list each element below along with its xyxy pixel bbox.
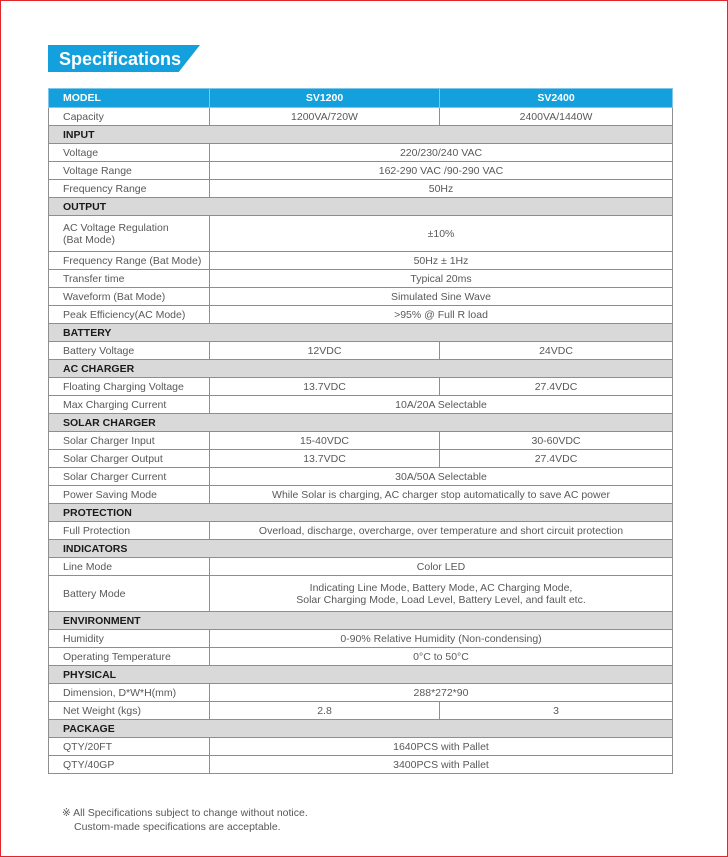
table-row [49, 432, 673, 450]
spec-label: Full Protection [49, 522, 210, 540]
table-row [49, 648, 673, 666]
section-header-row [49, 666, 673, 684]
footnote [62, 806, 662, 834]
spec-value-shared: 3400PCS with Pallet [210, 756, 673, 774]
spec-label: Floating Charging Voltage [49, 378, 210, 396]
spec-label: Frequency Range [49, 180, 210, 198]
spec-label: Solar Charger Output [49, 450, 210, 468]
spec-value-shared: 50Hz [210, 180, 673, 198]
spec-label: Transfer time [49, 270, 210, 288]
section-title: PACKAGE [49, 720, 673, 738]
section-header-row [49, 540, 673, 558]
spec-value-shared: >95% @ Full R load [210, 306, 673, 324]
spec-value-sv2400: 3 [440, 702, 673, 720]
section-title: SOLAR CHARGER [49, 414, 673, 432]
header-cell-model: MODEL [49, 89, 210, 108]
spec-label: Frequency Range (Bat Mode) [49, 252, 210, 270]
footnote-line-2: Custom-made specifications are acceptable. [74, 821, 281, 833]
spec-value-sv1200: 2.8 [210, 702, 440, 720]
spec-label: Voltage [49, 144, 210, 162]
section-header-row [49, 504, 673, 522]
table-row [49, 162, 673, 180]
table-row [49, 684, 673, 702]
section-header-row [49, 720, 673, 738]
spec-value-sv2400: 27.4VDC [440, 378, 673, 396]
spec-value-shared: 288*272*90 [210, 684, 673, 702]
spec-label: Line Mode [49, 558, 210, 576]
spec-value-sv1200: 15-40VDC [210, 432, 440, 450]
spec-value-shared: 10A/20A Selectable [210, 396, 673, 414]
table-header-row [49, 89, 673, 108]
spec-value-shared: Overload, discharge, overcharge, over temperature and short circuit protection [210, 522, 673, 540]
table-row [49, 378, 673, 396]
spec-label: Solar Charger Current [49, 468, 210, 486]
spec-label: Battery Voltage [49, 342, 210, 360]
section-title: AC CHARGER [49, 360, 673, 378]
spec-value-sv1200: 12VDC [210, 342, 440, 360]
table-row [49, 180, 673, 198]
section-header-row [49, 414, 673, 432]
spec-value-shared: 220/230/240 VAC [210, 144, 673, 162]
table-row [49, 450, 673, 468]
spec-value-sv2400: 2400VA/1440W [440, 108, 673, 126]
spec-label: Humidity [49, 630, 210, 648]
table-row [49, 522, 673, 540]
spec-value-sv2400: 30-60VDC [440, 432, 673, 450]
spec-label: Waveform (Bat Mode) [49, 288, 210, 306]
spec-value-shared: ±10% [210, 216, 673, 252]
table-row [49, 252, 673, 270]
section-header-row [49, 198, 673, 216]
spec-label: Solar Charger Input [49, 432, 210, 450]
spec-label: Capacity [49, 108, 210, 126]
section-title: INPUT [49, 126, 673, 144]
section-header-row [49, 126, 673, 144]
spec-value-shared: 0-90% Relative Humidity (Non-condensing) [210, 630, 673, 648]
spec-value-shared: Color LED [210, 558, 673, 576]
table-row [49, 216, 673, 252]
spec-label: Operating Temperature [49, 648, 210, 666]
table-row [49, 396, 673, 414]
table-row [49, 738, 673, 756]
table-row [49, 558, 673, 576]
spec-value-shared: While Solar is charging, AC charger stop automatically to save AC power [210, 486, 673, 504]
footnote-line-1: ※ All Specifications subject to change without notice. [62, 807, 308, 819]
table-row [49, 756, 673, 774]
table-row [49, 576, 673, 612]
spec-value-sv2400: 24VDC [440, 342, 673, 360]
spec-label: QTY/20FT [49, 738, 210, 756]
spec-label: Battery Mode [49, 576, 210, 612]
spec-value-sv1200: 13.7VDC [210, 378, 440, 396]
table-row [49, 468, 673, 486]
spec-value-shared: 30A/50A Selectable [210, 468, 673, 486]
spec-label: Peak Efficiency(AC Mode) [49, 306, 210, 324]
spec-value-sv2400: 27.4VDC [440, 450, 673, 468]
section-header-row [49, 360, 673, 378]
spec-value-shared: 50Hz ± 1Hz [210, 252, 673, 270]
spec-value-shared: 0°C to 50°C [210, 648, 673, 666]
table-row [49, 342, 673, 360]
spec-value-sv1200: 1200VA/720W [210, 108, 440, 126]
section-title: ENVIRONMENT [49, 612, 673, 630]
spec-value-shared: 162-290 VAC /90-290 VAC [210, 162, 673, 180]
table-row [49, 486, 673, 504]
header-cell-sv1200: SV1200 [210, 89, 440, 108]
table-row [49, 702, 673, 720]
spec-value-shared: 1640PCS with Pallet [210, 738, 673, 756]
spec-label: Power Saving Mode [49, 486, 210, 504]
section-title: PROTECTION [49, 504, 673, 522]
spec-label: Net Weight (kgs) [49, 702, 210, 720]
header-cell-sv2400: SV2400 [440, 89, 673, 108]
spec-value-shared: Simulated Sine Wave [210, 288, 673, 306]
table-row [49, 306, 673, 324]
section-title: BATTERY [49, 324, 673, 342]
table-row [49, 108, 673, 126]
section-title: INDICATORS [49, 540, 673, 558]
spec-label: QTY/40GP [49, 756, 210, 774]
table-row [49, 288, 673, 306]
spec-table [48, 88, 673, 774]
table-row [49, 270, 673, 288]
spec-label: Voltage Range [49, 162, 210, 180]
spec-value-shared: Indicating Line Mode, Battery Mode, AC Charging Mode, Solar Charging Mode, Load Level, Battery Level, and fault etc. [210, 576, 673, 612]
spec-label: Dimension, D*W*H(mm) [49, 684, 210, 702]
table-row [49, 630, 673, 648]
spec-value-sv1200: 13.7VDC [210, 450, 440, 468]
spec-value-shared: Typical 20ms [210, 270, 673, 288]
page-title: Specifications [59, 49, 182, 69]
section-header-row [49, 324, 673, 342]
spec-label: Max Charging Current [49, 396, 210, 414]
spec-table-body [49, 89, 673, 774]
table-row [49, 144, 673, 162]
section-title: OUTPUT [49, 198, 673, 216]
section-title: PHYSICAL [49, 666, 673, 684]
spec-label: AC Voltage Regulation (Bat Mode) [49, 216, 210, 252]
section-header-row [49, 612, 673, 630]
